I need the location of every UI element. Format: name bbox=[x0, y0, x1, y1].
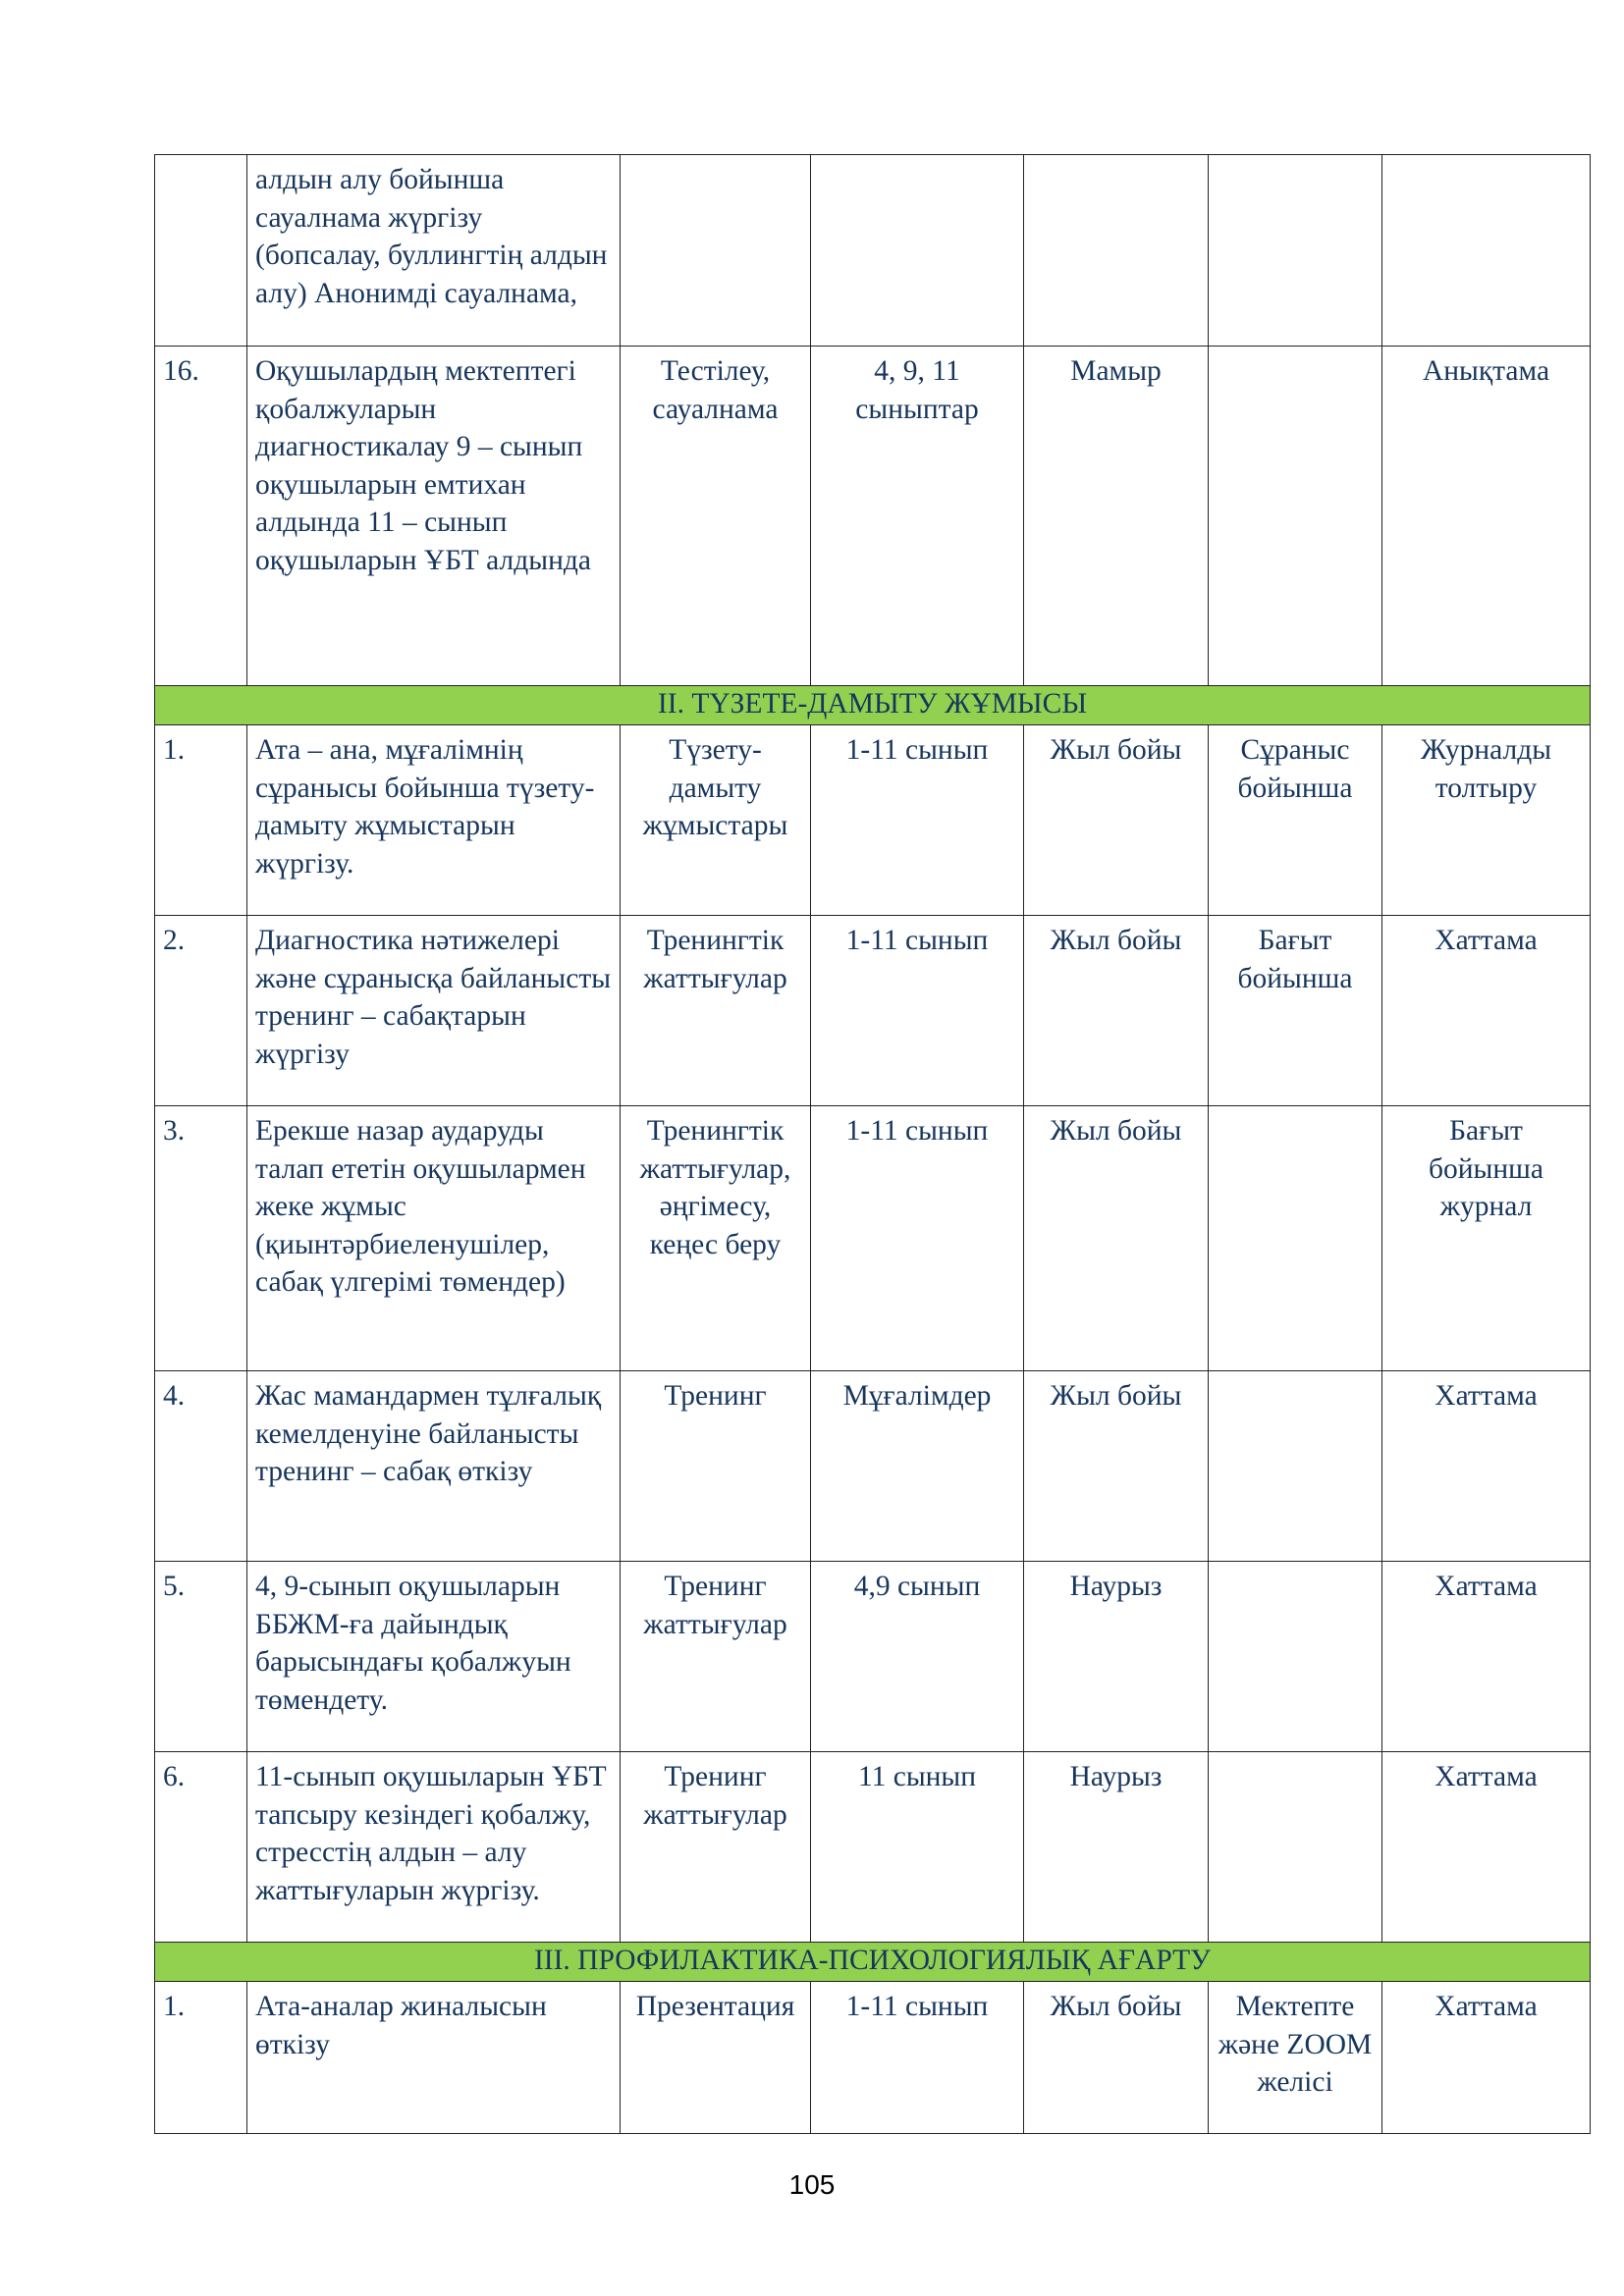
row-result: Бағыт бойынша журнал bbox=[1382, 1106, 1591, 1371]
table-row bbox=[155, 155, 1591, 347]
row-target: Мұғалімдер bbox=[811, 1371, 1024, 1562]
row-time: Жыл бойы bbox=[1024, 1982, 1209, 2134]
row-number: 1. bbox=[155, 725, 247, 916]
row-target: 1-11 сынып bbox=[811, 1982, 1024, 2134]
plan-table bbox=[154, 154, 1591, 2134]
row-result: Хаттама bbox=[1382, 1371, 1591, 1562]
table-row bbox=[155, 725, 1591, 916]
row-form bbox=[621, 155, 811, 347]
row-number: 3. bbox=[155, 1106, 247, 1371]
page-number: 105 bbox=[788, 2169, 836, 2200]
row-target: 1-11 сынып bbox=[811, 725, 1024, 916]
row-target: 1-11 сынып bbox=[811, 1106, 1024, 1371]
row-form: Тренинг жаттығулар bbox=[621, 1562, 811, 1752]
row-topic: алдын алу бойынша сауалнама жүргізу (бопсалау, буллингтің алдын алу) Анонимді сауалнама, bbox=[247, 155, 621, 347]
row-form: Тренингтік жаттығулар bbox=[621, 916, 811, 1106]
row-form: Тренингтік жаттығулар, әңгімесу, кеңес беру bbox=[621, 1106, 811, 1371]
row-result: Хаттама bbox=[1382, 1752, 1591, 1943]
row-form: Тренинг жаттығулар bbox=[621, 1752, 811, 1943]
row-result: Анықтама bbox=[1382, 347, 1591, 686]
row-note: Сұраныс бойынша bbox=[1209, 725, 1382, 916]
row-topic: Диагностика нәтижелері және сұранысқа байланысты тренинг – сабақтарын жүргізу bbox=[247, 916, 621, 1106]
row-note bbox=[1209, 347, 1382, 686]
row-time: Наурыз bbox=[1024, 1562, 1209, 1752]
row-time: Жыл бойы bbox=[1024, 1106, 1209, 1371]
row-number: 6. bbox=[155, 1752, 247, 1943]
table-row bbox=[155, 1371, 1591, 1562]
row-form: Презентация bbox=[621, 1982, 811, 2134]
section-title: ІІ. ТҮЗЕТЕ-ДАМЫТУ ЖҰМЫСЫ bbox=[155, 686, 1591, 725]
row-number: 5. bbox=[155, 1562, 247, 1752]
row-note bbox=[1209, 1106, 1382, 1371]
table-row bbox=[155, 1982, 1591, 2134]
row-topic: Ата-аналар жиналысын өткізу bbox=[247, 1982, 621, 2134]
row-result: Хаттама bbox=[1382, 1562, 1591, 1752]
row-note bbox=[1209, 1371, 1382, 1562]
row-result: Хаттама bbox=[1382, 916, 1591, 1106]
row-target: 4, 9, 11 сыныптар bbox=[811, 347, 1024, 686]
table-row bbox=[155, 347, 1591, 686]
row-topic: 11-сынып оқушыларын ҰБТ тапсыру кезіндегі қобалжу, стресстің алдын – алу жаттығуларын жүргізу. bbox=[247, 1752, 621, 1943]
row-result: Журналды толтыру bbox=[1382, 725, 1591, 916]
row-number: 2. bbox=[155, 916, 247, 1106]
row-time: Жыл бойы bbox=[1024, 1371, 1209, 1562]
row-number: 1. bbox=[155, 1982, 247, 2134]
row-time: Наурыз bbox=[1024, 1752, 1209, 1943]
table-row bbox=[155, 1752, 1591, 1943]
row-target: 4,9 сынып bbox=[811, 1562, 1024, 1752]
section-header bbox=[155, 686, 1591, 725]
row-result: Хаттама bbox=[1382, 1982, 1591, 2134]
row-number: 4. bbox=[155, 1371, 247, 1562]
row-time bbox=[1024, 155, 1209, 347]
row-form: Тестілеу, сауалнама bbox=[621, 347, 811, 686]
row-time: Мамыр bbox=[1024, 347, 1209, 686]
row-target: 1-11 сынып bbox=[811, 916, 1024, 1106]
row-number: 16. bbox=[155, 347, 247, 686]
row-form: Түзету- дамыту жұмыстары bbox=[621, 725, 811, 916]
row-time: Жыл бойы bbox=[1024, 725, 1209, 916]
table-row bbox=[155, 916, 1591, 1106]
row-note: Бағыт бойынша bbox=[1209, 916, 1382, 1106]
row-number bbox=[155, 155, 247, 347]
row-result bbox=[1382, 155, 1591, 347]
row-topic: 4, 9-сынып оқушыларын ББЖМ-ға дайындық барысындағы қобалжуын төмендету. bbox=[247, 1562, 621, 1752]
row-topic: Оқушылардың мектептегі қобалжуларын диагностикалау 9 – сынып оқушыларын емтихан алдында 11 – сынып оқушыларын ҰБТ алдында bbox=[247, 347, 621, 686]
row-topic: Жас мамандармен тұлғалық кемелденуіне байланысты тренинг – сабақ өткізу bbox=[247, 1371, 621, 1562]
row-target: 11 сынып bbox=[811, 1752, 1024, 1943]
table-row bbox=[155, 1562, 1591, 1752]
row-form: Тренинг bbox=[621, 1371, 811, 1562]
row-note: Мектепте және ZOOM желісі bbox=[1209, 1982, 1382, 2134]
row-topic: Ерекше назар аударуды талап ететін оқушылармен жеке жұмыс (қиынтәрбиеленушілер, сабақ үлгерімі төмендер) bbox=[247, 1106, 621, 1371]
section-title: ІІІ. ПРОФИЛАКТИКА-ПСИХОЛОГИЯЛЫҚ АҒАРТУ bbox=[155, 1943, 1591, 1982]
row-time: Жыл бойы bbox=[1024, 916, 1209, 1106]
row-note bbox=[1209, 1562, 1382, 1752]
row-note bbox=[1209, 1752, 1382, 1943]
section-header bbox=[155, 1943, 1591, 1982]
row-target bbox=[811, 155, 1024, 347]
row-topic: Ата – ана, мұғалімнің сұранысы бойынша түзету-дамыту жұмыстарын жүргізу. bbox=[247, 725, 621, 916]
table-row bbox=[155, 1106, 1591, 1371]
row-note bbox=[1209, 155, 1382, 347]
